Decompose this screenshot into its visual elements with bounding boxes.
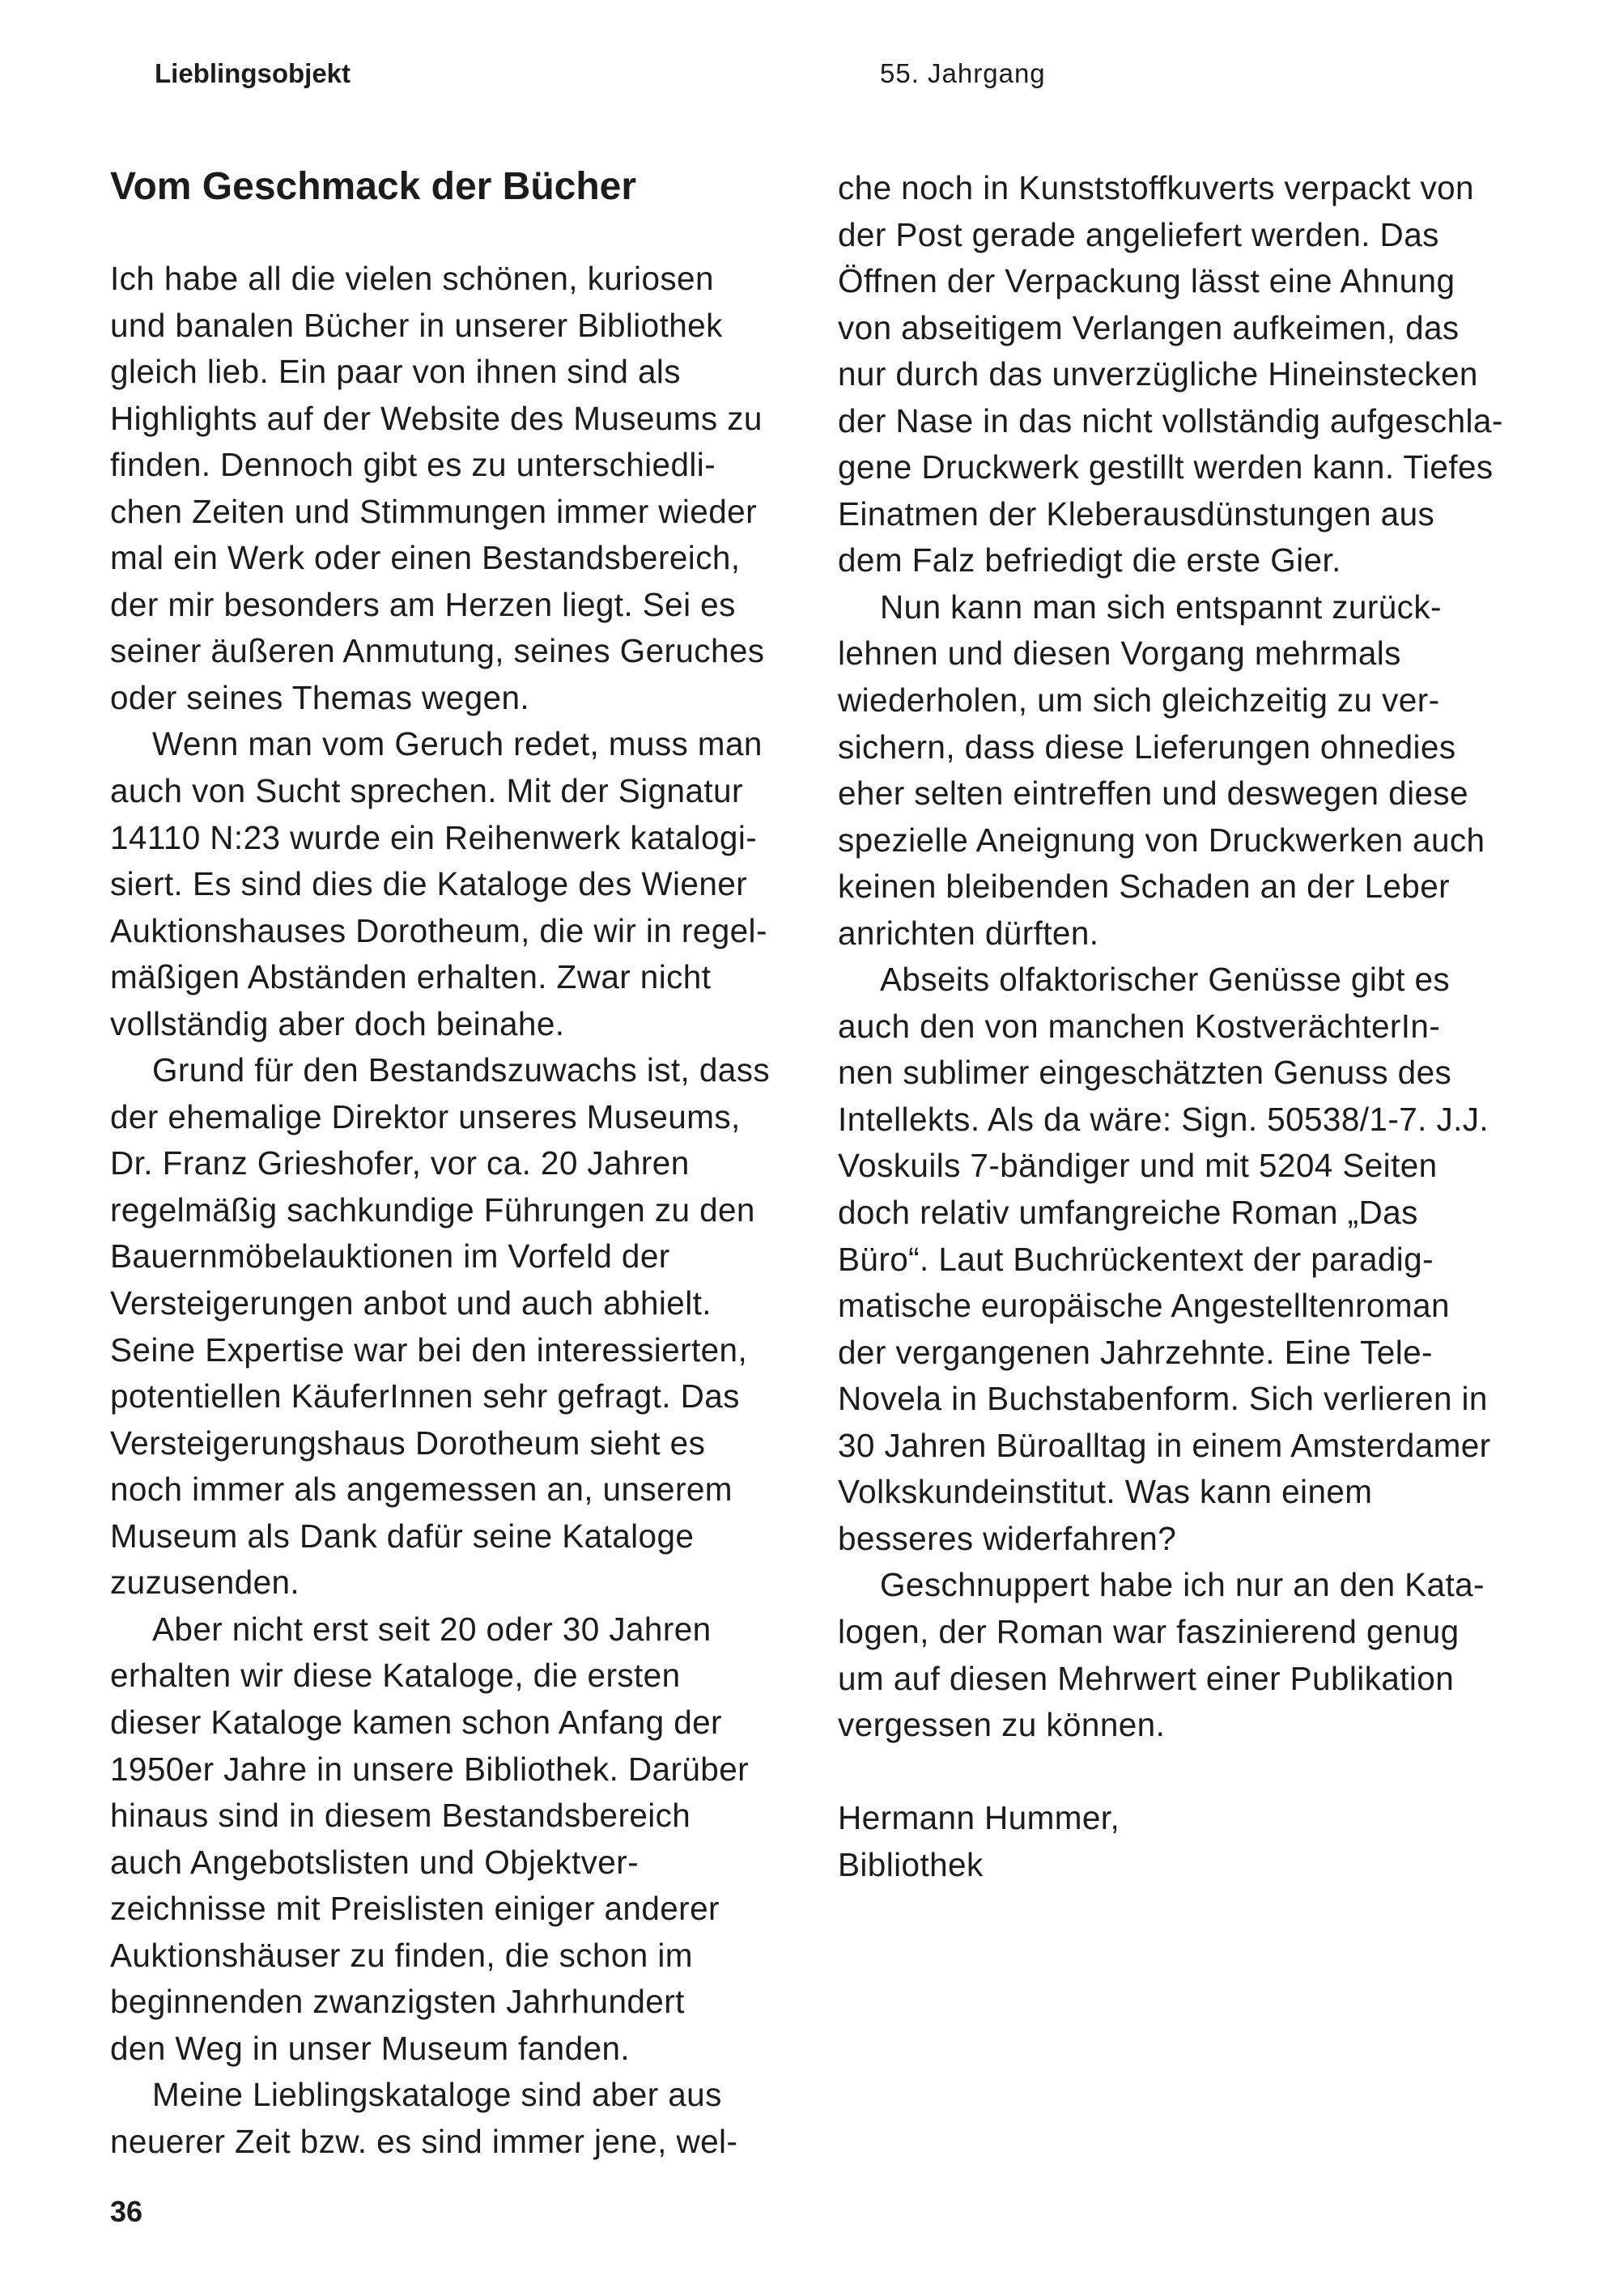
text-line: Volkskundeinstitut. Was kann einem xyxy=(838,1473,1373,1511)
volume-label: 55. Jahrgang xyxy=(880,58,1046,88)
text-line: potentiellen KäuferInnen sehr gefragt. Das xyxy=(110,1377,740,1415)
text-line: vergessen zu können. xyxy=(838,1706,1166,1744)
text-line: mal ein Werk oder einen Bestandsbereich, xyxy=(110,539,741,577)
text-line: Büro“. Laut Buchrückentext der paradig- xyxy=(838,1240,1434,1278)
text-line: chen Zeiten und Stimmungen immer wieder xyxy=(110,492,757,530)
text-line: dem Falz befriedigt die erste Gier. xyxy=(838,541,1341,579)
text-line: che noch in Kunststoffkuverts verpackt von xyxy=(838,169,1474,206)
text-line: Highlights auf der Website des Museums zu xyxy=(110,399,763,437)
text-line: seiner äußeren Anmutung, seines Geruches xyxy=(110,632,765,670)
text-line: Dr. Franz Grieshofer, vor ca. 20 Jahren xyxy=(110,1144,690,1182)
author-name: Hermann Hummer, xyxy=(838,1799,1120,1837)
text-line: Wenn man vom Geruch redet, muss man xyxy=(152,725,763,763)
text-line: gene Druckwerk gestillt werden kann. Tiefes xyxy=(838,448,1494,486)
text-line: 30 Jahren Büroalltag in einem Amsterdamer xyxy=(838,1426,1491,1464)
text-line: anrichten dürften. xyxy=(838,914,1099,952)
text-line: Versteigerungshaus Dorotheum sieht es xyxy=(110,1424,706,1462)
paragraph xyxy=(110,721,806,1047)
text-line: Ich habe all die vielen schönen, kuriosen xyxy=(110,260,714,297)
text-line: 1950er Jahre in unsere Bibliothek. Darüber xyxy=(110,1750,750,1788)
text-line: nur durch das unverzügliche Hineinstecken xyxy=(838,355,1478,393)
text-line: dieser Kataloge kamen schon Anfang der xyxy=(110,1703,722,1741)
author-department: Bibliothek xyxy=(838,1845,984,1883)
right-column xyxy=(838,165,1534,1888)
paragraph xyxy=(838,1562,1534,1748)
page-number: 36 xyxy=(110,2195,143,2228)
text-line: Auktionshauses Dorotheum, die wir in regel- xyxy=(110,911,767,949)
text-line: Einatmen der Kleberausdünstungen aus xyxy=(838,494,1435,533)
text-line: vollständig aber doch beinahe. xyxy=(110,1004,565,1042)
text-line: Auktionshäuser zu finden, die schon im xyxy=(110,1936,693,1974)
text-line: auch von Sucht sprechen. Mit der Signatur xyxy=(110,772,743,810)
text-line: finden. Dennoch gibt es zu unterschiedli- xyxy=(110,446,716,484)
text-line: 14110 N:23 wurde ein Reihenwerk katalogi- xyxy=(110,818,758,856)
text-line: spezielle Aneignung von Druckwerken auch xyxy=(838,821,1485,859)
text-line: Geschnuppert habe ich nur an den Kata- xyxy=(880,1566,1485,1604)
paragraph xyxy=(838,584,1534,957)
text-line: sichern, dass diese Lieferungen ohnedies xyxy=(838,728,1456,766)
text-line: wiederholen, um sich gleichzeitig zu ver- xyxy=(838,681,1440,719)
text-line: zuzusenden. xyxy=(110,1564,300,1602)
text-line: lehnen und diesen Vorgang mehrmals xyxy=(838,634,1401,673)
paragraph xyxy=(110,1047,806,1606)
text-line: hinaus sind in diesem Bestandsbereich xyxy=(110,1797,691,1835)
text-line: beginnenden zwanzigsten Jahrhundert xyxy=(110,1983,685,2021)
text-line: und banalen Bücher in unserer Bibliothek xyxy=(110,306,723,344)
text-line: logen, der Roman war faszinierend genug xyxy=(838,1612,1460,1650)
text-line: doch relativ umfangreiche Roman „Das xyxy=(838,1194,1418,1232)
text-line: Seine Expertise war bei den interessierten, xyxy=(110,1330,748,1369)
text-line: Meine Lieblingskataloge sind aber aus xyxy=(152,2076,722,2114)
text-line: siert. Es sind dies die Kataloge des Wiener xyxy=(110,865,748,903)
paragraph xyxy=(838,957,1534,1562)
text-line: Intellekts. Als da wäre: Sign. 50538/1-7. J.J. xyxy=(838,1100,1489,1138)
left-column xyxy=(110,256,806,2165)
text-line: oder seines Themas wegen. xyxy=(110,678,530,716)
section-label: Lieblingsobjekt xyxy=(155,58,351,88)
text-line: Versteigerungen anbot und auch abhielt. xyxy=(110,1284,712,1322)
text-line: auch Angebotslisten und Objektver- xyxy=(110,1843,639,1881)
text-line: zeichnisse mit Preislisten einiger anderer xyxy=(110,1890,720,1928)
text-line: den Weg in unser Museum fanden. xyxy=(110,2029,631,2067)
text-line: Bauernmöbelauktionen im Vorfeld der xyxy=(110,1237,670,1275)
text-line: Nun kann man sich entspannt zurück- xyxy=(880,588,1442,626)
text-line: keinen bleibenden Schaden an der Leber xyxy=(838,868,1451,906)
paragraph xyxy=(110,2072,806,2165)
text-line: nen sublimer eingeschätzten Genuss des xyxy=(838,1054,1452,1092)
text-line: gleich lieb. Ein paar von ihnen sind als xyxy=(110,353,681,391)
spacer xyxy=(838,1749,1534,1796)
text-line: der mir besonders am Herzen liegt. Sei es xyxy=(110,585,736,623)
text-line: der Post gerade angeliefert werden. Das xyxy=(838,215,1439,253)
paragraph xyxy=(110,1606,806,2072)
text-line: Museum als Dank dafür seine Kataloge xyxy=(110,1517,695,1555)
text-line: mäßigen Abständen erhalten. Zwar nicht xyxy=(110,958,712,996)
text-line: der ehemalige Direktor unseres Museums, xyxy=(110,1097,741,1135)
text-line: Novela in Buchstabenform. Sich verlieren in xyxy=(838,1380,1488,1418)
text-line: der Nase in das nicht vollständig aufgeschla- xyxy=(838,401,1503,439)
text-line: noch immer als angemessen an, unserem xyxy=(110,1471,733,1509)
text-line: eher selten eintreffen und deswegen diese xyxy=(838,775,1468,813)
text-line: Grund für den Bestandszuwachs ist, dass xyxy=(152,1051,770,1089)
text-line: erhalten wir diese Kataloge, die ersten xyxy=(110,1657,681,1695)
text-line: von abseitigem Verlangen aufkeimen, das xyxy=(838,308,1460,346)
paragraph xyxy=(838,165,1534,584)
text-line: der vergangenen Jahrzehnte. Eine Tele- xyxy=(838,1333,1433,1371)
text-line: Voskuils 7-bändiger und mit 5204 Seiten xyxy=(838,1147,1438,1185)
text-line: auch den von manchen KostverächterIn- xyxy=(838,1007,1441,1045)
text-line: besseres widerfahren? xyxy=(838,1519,1177,1557)
text-line: Öffnen der Verpackung lässt eine Ahnung xyxy=(838,262,1455,300)
text-line: regelmäßig sachkundige Führungen zu den xyxy=(110,1190,755,1229)
text-line: matische europäische Angestelltenroman xyxy=(838,1287,1450,1325)
text-line: Aber nicht erst seit 20 oder 30 Jahren xyxy=(152,1610,712,1648)
text-line: Abseits olfaktorischer Genüsse gibt es xyxy=(880,961,1451,999)
text-line: um auf diesen Mehrwert einer Publikation xyxy=(838,1659,1455,1697)
paragraph xyxy=(110,256,806,721)
article-title: Vom Geschmack der Bücher xyxy=(110,165,637,208)
text-line: neuerer Zeit bzw. es sind immer jene, wel- xyxy=(110,2122,738,2160)
